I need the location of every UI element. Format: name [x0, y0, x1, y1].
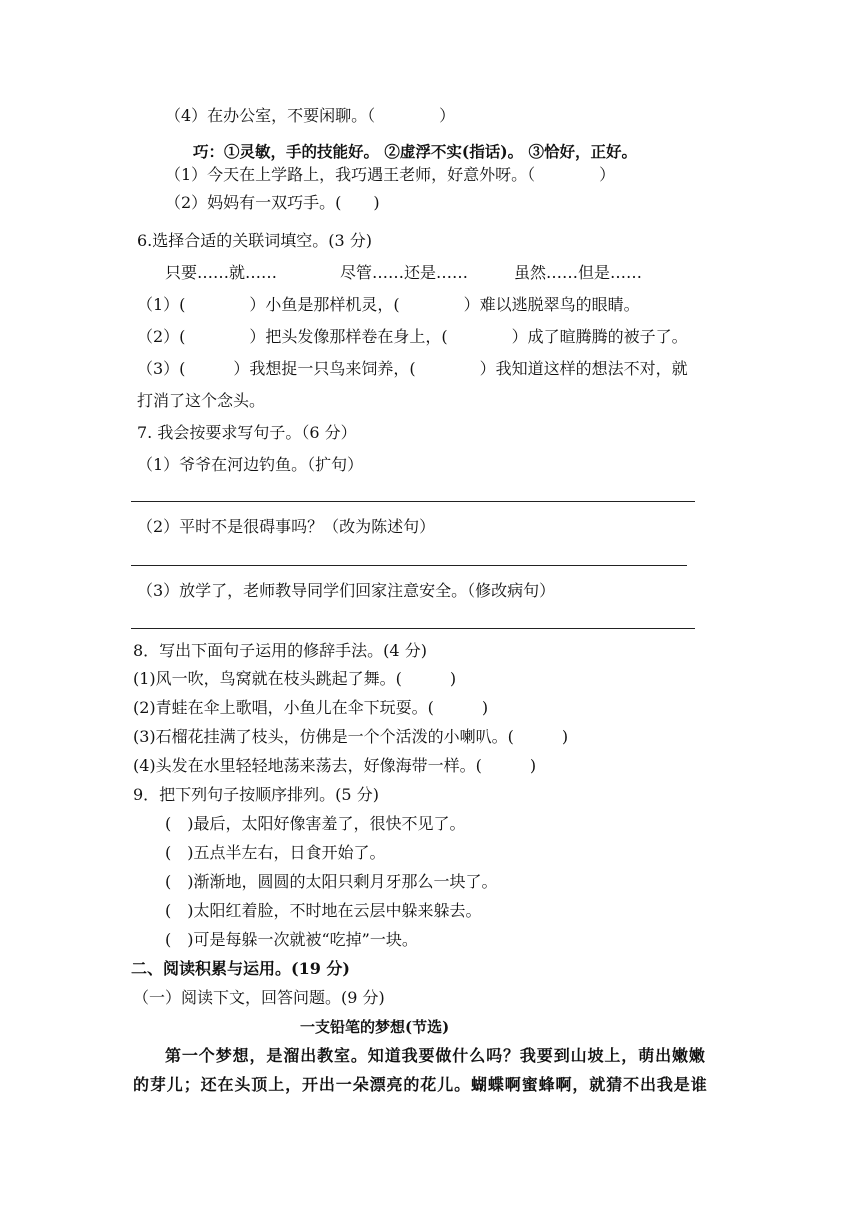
q9-item-3: ( )渐渐地，圆圆的太阳只剩月牙那么一块了。	[165, 872, 498, 891]
qiao-definitions: 巧：①灵敏，手的技能好。 ②虚浮不实(指话)。 ③恰好，正好。	[193, 142, 637, 161]
passage-line-2: 的芽儿；还在头顶上，开出一朵漂亮的花儿。蝴蝶啊蜜蜂啊，就猜不出我是谁	[133, 1075, 708, 1094]
q9-item-1: ( )最后，太阳好像害羞了，很快不见了。	[165, 814, 466, 833]
q7-item-2: （2）平时不是很碍事吗？（改为陈述句）	[137, 517, 436, 536]
section-2-title: 二、阅读积累与运用。(19 分)	[131, 959, 350, 978]
q7-item-3: （3）放学了，老师教导同学们回家注意安全。（修改病句）	[137, 581, 556, 600]
q6-item-3a: （3）( ）我想捉一只鸟来饲养，( ）我知道这样的想法不对，就	[137, 359, 688, 378]
q5-item-4: （4）在办公室，不要闲聊。（ ）	[165, 106, 456, 125]
reading-1-instruction: （一）阅读下文，回答问题。(9 分)	[133, 988, 385, 1007]
q6-title: 6.选择合适的关联词填空。(3 分)	[137, 231, 373, 250]
answer-line-2[interactable]	[131, 565, 687, 566]
q8-item-2: (2)青蛙在伞上歌唱，小鱼儿在伞下玩耍。( )	[133, 698, 489, 717]
passage-line-1: 第一个梦想，是溜出教室。知道我要做什么吗？我要到山坡上，萌出嫩嫩	[165, 1046, 706, 1065]
q9-item-2: ( )五点半左右，日食开始了。	[165, 843, 386, 862]
q6-option-3: 虽然……但是……	[514, 263, 643, 282]
q9-title: 9．把下列句子按顺序排列。(5 分)	[133, 785, 379, 804]
q9-item-5: ( )可是每躲一次就被“吃掉”一块。	[165, 930, 418, 949]
q7-item-1: （1）爷爷在河边钓鱼。（扩句）	[137, 455, 364, 474]
q8-item-3: (3)石榴花挂满了枝头，仿佛是一个个活泼的小喇叭。( )	[133, 727, 569, 746]
q6-item-3b: 打消了这个念头。	[137, 391, 266, 410]
answer-line-3[interactable]	[131, 628, 695, 629]
q7-title: 7. 我会按要求写句子。（6 分）	[137, 423, 357, 442]
q8-item-1: (1)风一吹，鸟窝就在枝头跳起了舞。( )	[133, 669, 457, 688]
q6-option-2: 尽管……还是……	[340, 263, 469, 282]
qiao-item-1: （1）今天在上学路上，我巧遇王老师，好意外呀。（ ）	[165, 165, 616, 184]
answer-line-1[interactable]	[131, 501, 695, 502]
q8-title: 8．写出下面句子运用的修辞手法。(4 分)	[133, 641, 427, 660]
q8-item-4: (4)头发在水里轻轻地荡来荡去，好像海带一样。( )	[133, 756, 537, 775]
q6-item-2: （2）( ）把头发像那样卷在身上，( ）成了暄腾腾的被子了。	[137, 327, 688, 346]
q6-option-1: 只要……就……	[165, 263, 278, 282]
passage-title: 一支铅笔的梦想(节选)	[300, 1018, 450, 1036]
qiao-item-2: （2）妈妈有一双巧手。( )	[165, 193, 380, 212]
q9-item-4: ( )太阳红着脸，不时地在云层中躲来躲去。	[165, 901, 482, 920]
q6-item-1: （1）( ）小鱼是那样机灵，( ）难以逃脱翠鸟的眼睛。	[137, 295, 640, 314]
